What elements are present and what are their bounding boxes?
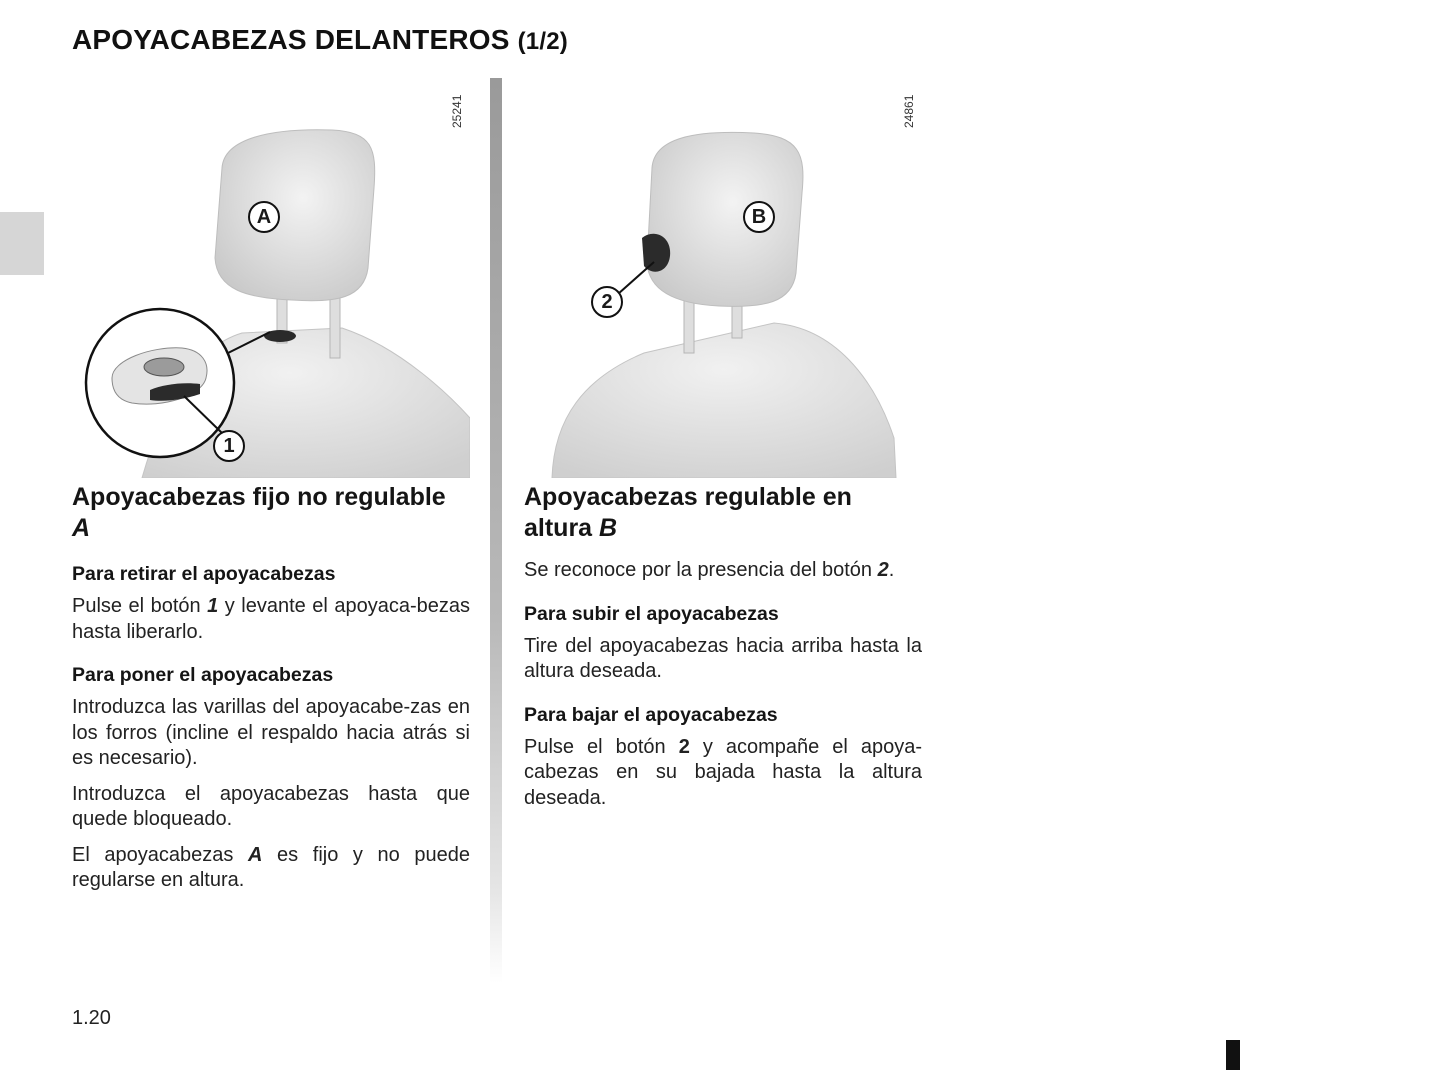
paragraph-raise: Tire del apoyacabezas hacia arriba hasta la altura deseada. xyxy=(524,634,922,682)
text: Pulse el botón xyxy=(72,595,208,617)
page-number: 1.20 xyxy=(72,1007,111,1029)
text: y acompañe el apoya-cabezas en su bajada hasta la altura deseada. xyxy=(524,735,922,809)
page-title xyxy=(72,24,568,56)
text: y levante el apoyaca-bezas hasta liberarlo. xyxy=(72,595,470,643)
callout-label-b: B xyxy=(751,206,767,228)
text: . xyxy=(888,559,895,581)
callout-label-a: A xyxy=(256,206,272,228)
page-title-part: (1/2) xyxy=(517,28,568,55)
paragraph-install-1: Introduzca las varillas del apoyacabe-zas en los forros (incline el respaldo hacia atrás si es necesario). xyxy=(72,696,470,769)
subheading-remove: Para retirar el apoyacabezas xyxy=(72,563,336,585)
button-ref: 1 xyxy=(207,595,219,617)
paragraph-install-2: Introduzca el apoyacabezas hasta que quede bloqueado. xyxy=(72,782,470,830)
figure-code-right: 24861 xyxy=(902,94,916,128)
section-heading-fixed xyxy=(72,482,470,544)
figure-fixed-headrest xyxy=(72,78,470,478)
chapter-tab xyxy=(0,212,44,275)
paragraph-fixed-note xyxy=(72,843,470,894)
text: El apoyacabezas xyxy=(72,843,248,866)
column-divider xyxy=(490,78,502,983)
paragraph-remove xyxy=(72,594,470,645)
text: Pulse el botón xyxy=(524,735,679,758)
callout-label-2: 2 xyxy=(601,291,613,313)
headrest-ref: A xyxy=(247,843,263,866)
figure-code-left: 25241 xyxy=(450,94,464,128)
callouts-left xyxy=(72,78,470,478)
figure-adjustable-headrest xyxy=(524,78,922,478)
text: es fijo y no puede regularse en altura. xyxy=(72,843,470,891)
heading-letter: B xyxy=(599,514,618,542)
callout-label-1: 1 xyxy=(223,435,235,457)
subheading-raise: Para subir el apoyacabezas xyxy=(524,602,779,625)
page-title-text: APOYACABEZAS DELANTEROS xyxy=(72,24,510,55)
paragraph-identify xyxy=(524,558,922,584)
paragraph-lower xyxy=(524,735,922,812)
button-ref: 2 xyxy=(678,735,690,758)
page-corner-mark xyxy=(1226,1040,1240,1070)
section-fixed-headrest xyxy=(72,482,470,904)
subheading-install: Para poner el apoyacabezas xyxy=(72,664,334,686)
section-heading-adjustable xyxy=(524,482,922,544)
section-adjustable-headrest xyxy=(524,482,922,821)
button-ref: 2 xyxy=(877,559,889,581)
heading-letter: A xyxy=(72,514,91,542)
heading-text: Apoyacabezas fijo no regulable xyxy=(72,483,446,511)
callouts-right xyxy=(524,78,922,478)
heading-text: Apoyacabezas regulable en altura xyxy=(524,483,852,542)
text: Se reconoce por la presencia del botón xyxy=(524,559,878,581)
subheading-lower: Para bajar el apoyacabezas xyxy=(524,703,778,726)
